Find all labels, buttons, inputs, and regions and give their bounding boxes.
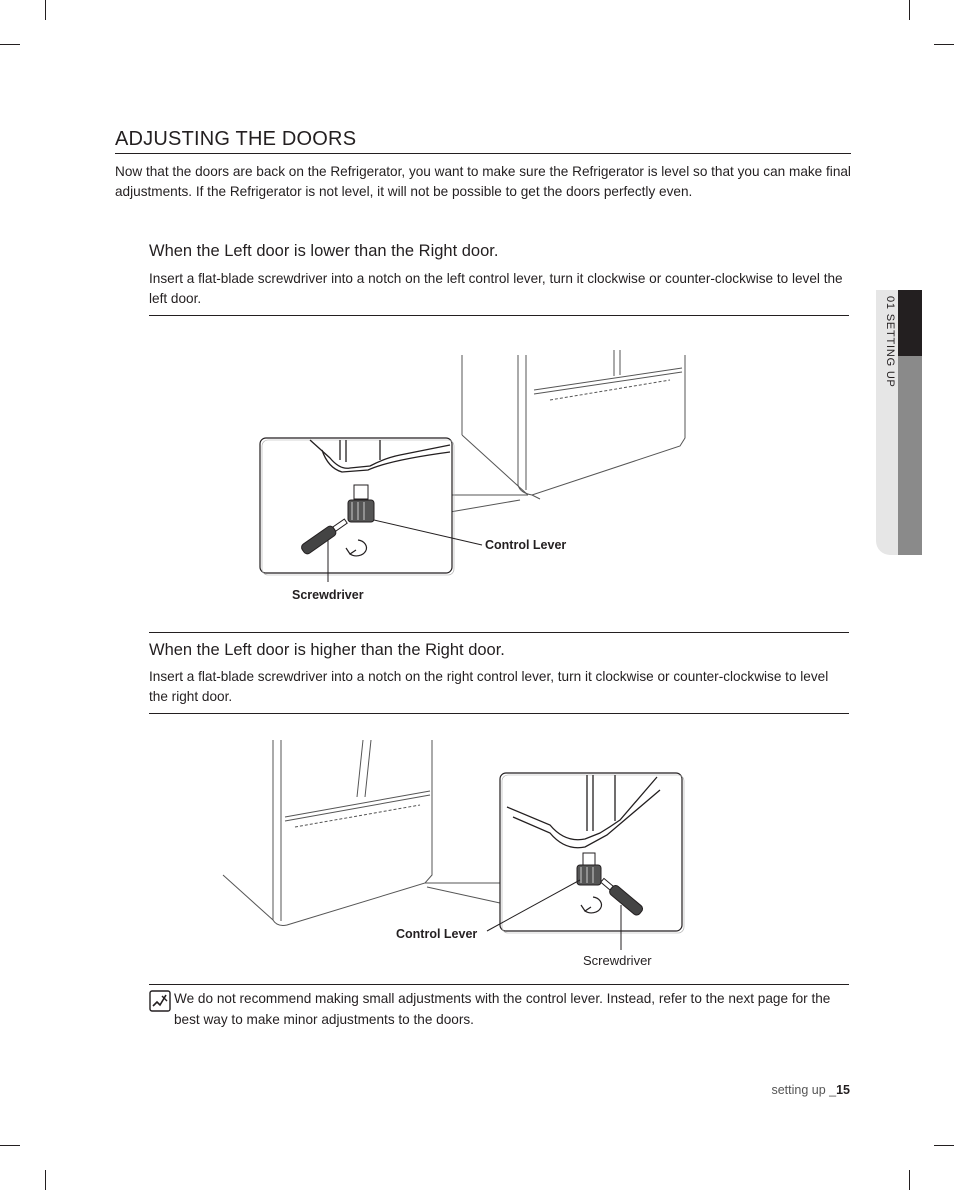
note-pencil-icon bbox=[149, 990, 171, 1012]
section-1-heading: When the Left door is lower than the Right door. bbox=[149, 242, 499, 260]
section-1-divider bbox=[149, 315, 849, 316]
side-tab-label: 01 SETTING UP bbox=[884, 296, 896, 388]
page-title: ADJUSTING THE DOORS bbox=[115, 128, 851, 154]
crop-mark bbox=[0, 44, 20, 45]
control-lever-label: Control Lever bbox=[485, 538, 567, 552]
screwdriver-label: Screwdriver bbox=[292, 588, 364, 602]
control-lever-label: Control Lever bbox=[396, 927, 478, 941]
section-2-heading: When the Left door is higher than the Right door. bbox=[149, 641, 505, 659]
crop-mark bbox=[934, 44, 954, 45]
chapter-side-tab bbox=[876, 290, 922, 555]
side-tab-dark-block bbox=[898, 290, 922, 356]
crop-mark bbox=[909, 0, 910, 20]
page-number: 15 bbox=[836, 1083, 850, 1097]
intro-paragraph: Now that the doors are back on the Refrigerator, you want to make sure the Refrigerator is level so that you can make final adjustments. If the Refrigerator is not level, it will not be possible to get the doors perfectly even. bbox=[115, 164, 851, 199]
figure-left-door-higher bbox=[215, 735, 695, 975]
section-2-top-divider bbox=[149, 632, 849, 633]
crop-mark bbox=[45, 0, 46, 20]
note-text: We do not recommend making small adjustments with the control lever. Instead, refer to the next page for the best way to make minor adjustments to the doors. bbox=[174, 991, 831, 1027]
page-footer bbox=[771, 1083, 850, 1097]
section-2-divider bbox=[149, 713, 849, 714]
side-tab-grey-block bbox=[898, 356, 922, 555]
crop-mark bbox=[0, 1145, 20, 1146]
screwdriver-label: Screwdriver bbox=[583, 953, 652, 968]
section-1-text: Insert a flat-blade screwdriver into a notch on the left control lever, turn it clockwise or counter-clockwise to level the left door. bbox=[149, 271, 843, 306]
crop-mark bbox=[909, 1170, 910, 1190]
section-2-text: Insert a flat-blade screwdriver into a notch on the right control lever, turn it clockwise or counter-clockwise to level the right door. bbox=[149, 669, 829, 704]
crop-mark bbox=[45, 1170, 46, 1190]
figure-left-door-lower bbox=[250, 350, 700, 610]
note-divider bbox=[149, 984, 849, 985]
footer-section: setting up _ bbox=[771, 1083, 837, 1097]
crop-mark bbox=[934, 1145, 954, 1146]
